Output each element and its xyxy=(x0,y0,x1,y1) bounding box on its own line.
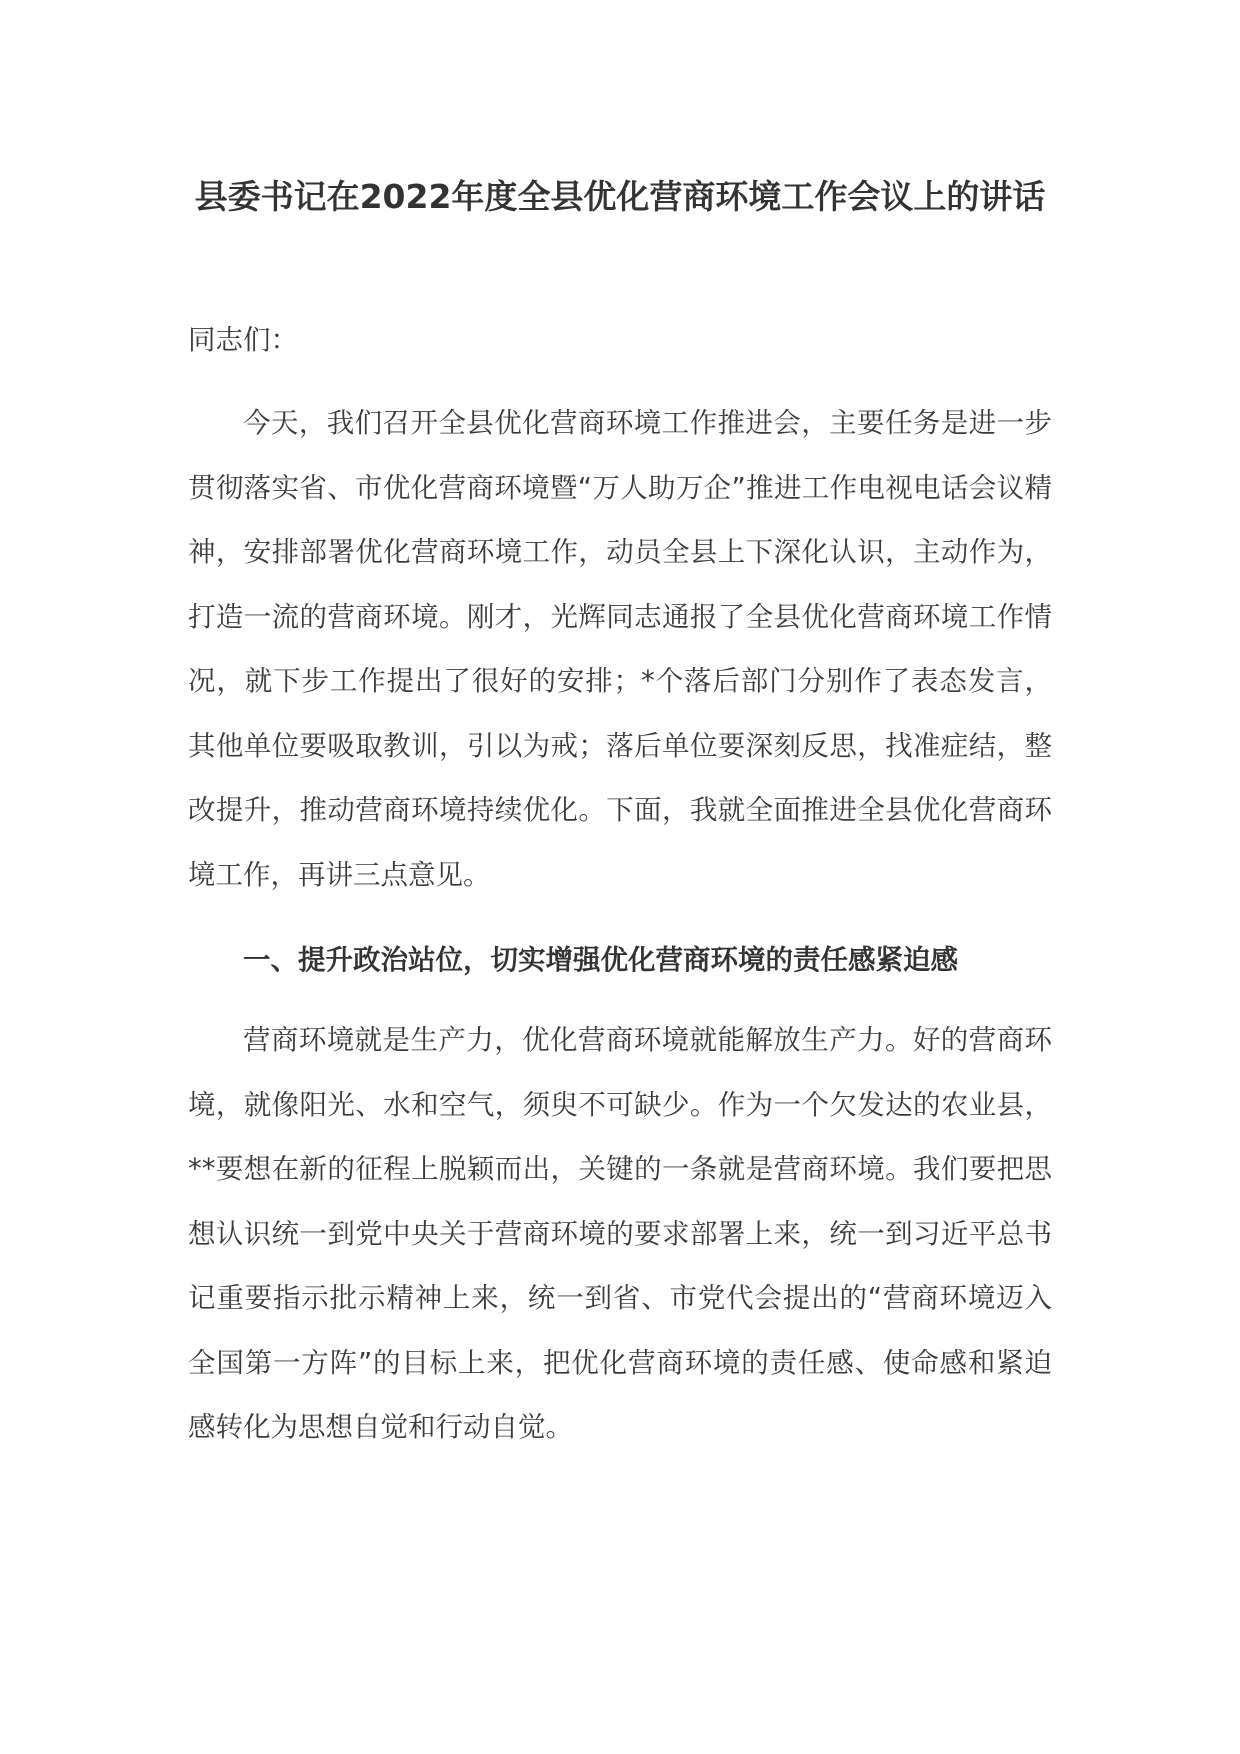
section-heading-1: 一、提升政治站位，切实增强优化营商环境的责任感紧迫感 xyxy=(243,944,958,976)
body-paragraph-2: 营商环境就是生产力，优化营商环境就能解放生产力。好的营商环境，就像阳光、水和空气，须臾不可缺少。作为一个欠发达的农业县，**要想在新的征程上脱颖而出，关键的一条就是营商环境。我们要把思想认识统一到党中央关于营商环境的要求部署上来，统一到习近平总书记重要指示批示精神上来，统一到省、市党代会提出的“营商环境迈入全国第一方阵”的目标上来，把优化营商环境的责任感、使命感和紧迫感转化为思想自觉和行动自觉。 xyxy=(188,1024,1052,1443)
document-title: 县委书记在2022年度全县优化营商环境工作会议上的讲话 xyxy=(194,177,1046,216)
body-paragraph-1: 今天，我们召开全县优化营商环境工作推进会，主要任务是进一步贯彻落实省、市优化营商环境暨“万人助万企”推进工作电视电话会议精神，安排部署优化营商环境工作，动员全县上下深化认识，主动作为，打造一流的营商环境。刚才，光辉同志通报了全县优化营商环境工作情况，就下步工作提出了很好的安排；*个落后部门分别作了表态发言，其他单位要吸取教训，引以为戒；落后单位要深刻反思，找准症结，整改提升，推动营商环境持续优化。下面，我就全面推进全县优化营商环境工作，再讲三点意见。 xyxy=(188,407,1052,891)
salutation: 同志们： xyxy=(188,324,298,356)
